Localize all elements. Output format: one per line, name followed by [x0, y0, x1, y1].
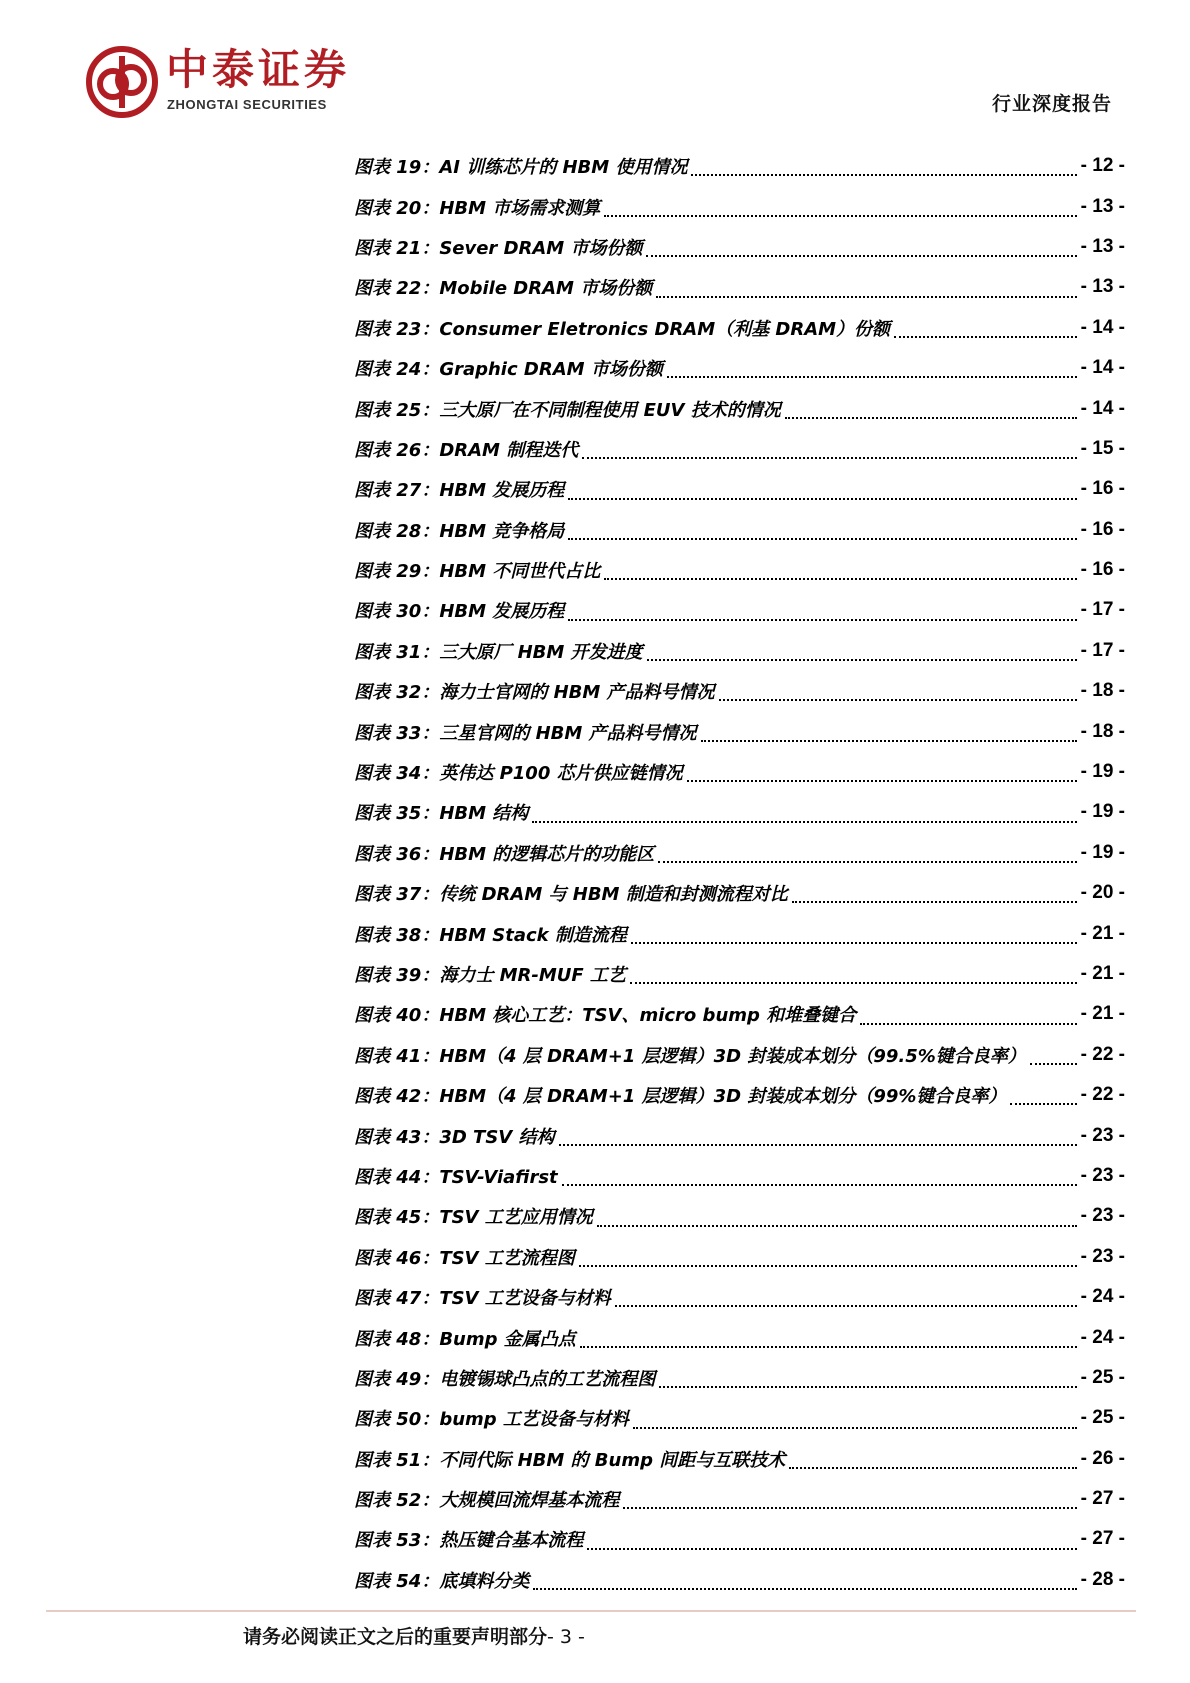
toc-entry-page[interactable]: - 18 - — [1080, 680, 1125, 702]
toc-entry-page[interactable]: - 26 - — [1080, 1447, 1125, 1469]
toc-entry[interactable] — [354, 631, 1125, 671]
toc-entry-page[interactable]: - 28 - — [1080, 1568, 1125, 1590]
toc-entry-page[interactable]: - 14 - — [1080, 316, 1125, 338]
toc-entry-page[interactable]: - 21 - — [1080, 922, 1125, 944]
toc-entry[interactable] — [354, 550, 1125, 590]
toc-dot-leader — [532, 820, 1076, 823]
toc-entry-label[interactable]: 图表 23：Consumer Eletronics DRAM（利基 DRAM）份额 — [354, 318, 891, 340]
toc-dot-leader — [658, 860, 1076, 863]
toc-entry[interactable] — [354, 590, 1125, 630]
toc-entry[interactable] — [354, 792, 1125, 832]
toc-entry-page[interactable]: - 14 - — [1080, 397, 1125, 419]
toc-dot-leader — [568, 497, 1076, 500]
toc-entry[interactable] — [354, 1358, 1125, 1398]
toc-entry-label[interactable]: 图表 29：HBM 不同世代占比 — [354, 561, 601, 583]
toc-entry-label[interactable]: 图表 52：大规模回流焊基本流程 — [354, 1490, 620, 1512]
toc-entry[interactable] — [354, 308, 1125, 348]
toc-entry[interactable] — [354, 429, 1125, 469]
report-type: 行业深度报告 — [991, 93, 1112, 115]
brand-name-en: ZHONGTAI SECURITIES — [167, 97, 327, 112]
toc-entry-label[interactable]: 图表 32：海力士官网的 HBM 产品料号情况 — [354, 682, 715, 704]
toc-entry-page[interactable]: - 21 - — [1080, 1003, 1125, 1025]
toc-entry-page[interactable]: - 24 - — [1080, 1286, 1125, 1308]
toc-entry[interactable] — [354, 1479, 1125, 1519]
toc-entry[interactable] — [354, 267, 1125, 307]
toc-entry-page[interactable]: - 16 - — [1080, 559, 1125, 581]
toc-dot-leader — [568, 618, 1076, 621]
toc-dot-leader — [789, 1466, 1076, 1469]
toc-dot-leader — [580, 1345, 1077, 1348]
toc-dot-leader — [1010, 1102, 1076, 1105]
toc-entry-label[interactable]: 图表 46：TSV 工艺流程图 — [354, 1247, 575, 1269]
toc-dot-leader — [568, 537, 1076, 540]
toc-entry-label[interactable]: 图表 40：HBM 核心工艺：TSV、micro bump 和堆叠键合 — [354, 1005, 857, 1027]
toc-entry-label[interactable]: 图表 51：不同代际 HBM 的 Bump 间距与互联技术 — [354, 1449, 786, 1471]
toc-entry-label[interactable]: 图表 33：三星官网的 HBM 产品料号情况 — [354, 722, 697, 744]
toc-dot-leader — [582, 456, 1076, 459]
toc-dot-leader — [785, 416, 1077, 419]
toc-entry-page[interactable]: - 19 - — [1080, 841, 1125, 863]
toc-dot-leader — [630, 981, 1077, 984]
toc-entry-label[interactable]: 图表 47：TSV 工艺设备与材料 — [354, 1288, 611, 1310]
toc-dot-leader — [860, 1022, 1076, 1025]
toc-entry[interactable] — [354, 469, 1125, 509]
toc-dot-leader — [656, 295, 1076, 298]
toc-entry[interactable] — [354, 913, 1125, 953]
toc-entry[interactable] — [354, 1196, 1125, 1236]
toc-entry[interactable] — [354, 1560, 1125, 1600]
toc-entry[interactable] — [354, 833, 1125, 873]
toc-entry[interactable] — [354, 1317, 1125, 1357]
toc-entry-page[interactable]: - 25 - — [1080, 1366, 1125, 1388]
toc-entry[interactable] — [354, 1156, 1125, 1196]
toc-entry[interactable] — [354, 752, 1125, 792]
toc-entry-label[interactable]: 图表 44：TSV-Viafirst — [354, 1166, 558, 1188]
toc-entry-page[interactable]: - 23 - — [1080, 1124, 1125, 1146]
toc-dot-leader — [633, 1426, 1077, 1429]
toc-entry-page[interactable]: - 17 - — [1080, 599, 1125, 621]
toc-entry[interactable] — [354, 146, 1125, 186]
toc-entry-label[interactable]: 图表 50：bump 工艺设备与材料 — [354, 1409, 629, 1431]
toc-entry-page[interactable]: - 23 - — [1080, 1205, 1125, 1227]
toc-entry-page[interactable]: - 27 - — [1080, 1528, 1125, 1550]
toc-dot-leader — [687, 779, 1077, 782]
toc-entry-page[interactable]: - 13 - — [1080, 195, 1125, 217]
toc-entry[interactable] — [354, 873, 1125, 913]
toc-entry-page[interactable]: - 14 - — [1080, 357, 1125, 379]
table-of-figures — [354, 146, 1125, 1600]
toc-entry[interactable] — [354, 388, 1125, 428]
toc-entry-label[interactable]: 图表 31：三大原厂 HBM 开发进度 — [354, 641, 643, 663]
toc-entry-page[interactable]: - 19 - — [1080, 801, 1125, 823]
toc-dot-leader — [604, 214, 1076, 217]
toc-entry-page[interactable]: - 25 - — [1080, 1407, 1125, 1429]
toc-entry-page[interactable]: - 19 - — [1080, 761, 1125, 783]
toc-entry-page[interactable]: - 21 - — [1080, 963, 1125, 984]
toc-dot-leader — [691, 173, 1076, 176]
toc-dot-leader — [597, 1224, 1077, 1227]
toc-entry-page[interactable]: - 24 - — [1080, 1326, 1125, 1348]
toc-entry-label[interactable]: 图表 20：HBM 市场需求测算 — [354, 197, 601, 219]
footer-page-number: - 3 - — [547, 1626, 585, 1648]
toc-entry-page[interactable]: - 27 - — [1080, 1488, 1125, 1510]
toc-entry-label[interactable]: 图表 22：Mobile DRAM 市场份额 — [354, 278, 653, 300]
toc-dot-leader — [667, 375, 1077, 378]
toc-entry-label[interactable]: 图表 45：TSV 工艺应用情况 — [354, 1207, 593, 1229]
toc-entry-label[interactable]: 图表 53：热压键合基本流程 — [354, 1530, 584, 1552]
toc-dot-leader — [587, 1547, 1076, 1550]
toc-entry-label[interactable]: 图表 35：HBM 结构 — [354, 803, 529, 825]
toc-entry-label[interactable]: 图表 28：HBM 竞争格局 — [354, 520, 565, 542]
toc-entry[interactable] — [354, 510, 1125, 550]
toc-entry-label[interactable]: 图表 39：海力士 MR-MUF 工艺 — [354, 965, 626, 986]
toc-entry-page[interactable]: - 16 - — [1080, 478, 1125, 500]
toc-entry-label[interactable]: 图表 54：底填料分类 — [354, 1570, 530, 1592]
toc-dot-leader — [615, 1304, 1077, 1307]
toc-entry-label[interactable]: 图表 24：Graphic DRAM 市场份额 — [354, 359, 663, 381]
toc-entry-page[interactable]: - 13 - — [1080, 276, 1125, 298]
toc-entry-label[interactable]: 图表 34：英伟达 P100 芯片供应链情况 — [354, 763, 683, 785]
toc-dot-leader — [562, 1183, 1077, 1186]
footer-disclaimer: 请务必阅读正文之后的重要声明部分 — [243, 1626, 548, 1648]
toc-entry-label[interactable]: 图表 30：HBM 发展历程 — [354, 601, 565, 623]
toc-dot-leader — [719, 698, 1077, 701]
toc-entry-label[interactable]: 图表 27：HBM 发展历程 — [354, 480, 565, 502]
toc-entry[interactable] — [354, 1035, 1125, 1075]
toc-entry-label[interactable]: 图表 26：DRAM 制程迭代 — [354, 439, 579, 461]
toc-entry-page[interactable]: - 23 - — [1080, 1245, 1125, 1267]
toc-dot-leader — [894, 335, 1077, 338]
footer — [243, 1622, 585, 1649]
toc-entry-page[interactable]: - 22 - — [1080, 1043, 1125, 1065]
footer-divider — [46, 1610, 1136, 1612]
toc-entry-label[interactable]: 图表 42：HBM（4 层 DRAM+1 层逻辑）3D 封装成本划分（99%键合良率） — [354, 1086, 1007, 1108]
toc-entry-label[interactable]: 图表 38：HBM Stack 制造流程 — [354, 924, 627, 946]
toc-entry-label[interactable]: 图表 43：3D TSV 结构 — [354, 1126, 555, 1148]
toc-dot-leader — [559, 1143, 1077, 1146]
toc-entry[interactable] — [354, 711, 1125, 751]
toc-entry-label[interactable]: 图表 37：传统 DRAM 与 HBM 制造和封测流程对比 — [354, 884, 788, 906]
toc-entry-label[interactable]: 图表 21：Sever DRAM 市场份额 — [354, 237, 643, 259]
toc-entry-label[interactable]: 图表 19：AI 训练芯片的 HBM 使用情况 — [354, 157, 688, 179]
toc-entry[interactable] — [354, 348, 1125, 388]
toc-dot-leader — [604, 577, 1076, 580]
toc-entry[interactable] — [354, 1075, 1125, 1115]
toc-entry-label[interactable]: 图表 49：电镀锡球凸点的工艺流程图 — [354, 1368, 656, 1390]
toc-entry[interactable] — [354, 1519, 1125, 1559]
toc-entry[interactable] — [354, 1277, 1125, 1317]
toc-entry-label[interactable]: 图表 36：HBM 的逻辑芯片的功能区 — [354, 843, 655, 865]
toc-entry[interactable] — [354, 1115, 1125, 1155]
toc-dot-leader — [646, 254, 1076, 257]
toc-entry[interactable] — [354, 671, 1125, 711]
toc-entry-page[interactable]: - 12 - — [1080, 155, 1125, 177]
toc-dot-leader — [647, 658, 1077, 661]
toc-dot-leader — [623, 1506, 1076, 1509]
toc-entry-page[interactable]: - 13 - — [1080, 235, 1125, 257]
toc-entry[interactable] — [354, 994, 1125, 1034]
toc-entry[interactable] — [354, 227, 1125, 267]
brand-name-cn: 中泰证券 — [166, 45, 351, 94]
toc-entry-label[interactable]: 图表 25：三大原厂在不同制程使用 EUV 技术的情况 — [354, 399, 781, 421]
toc-entry-page[interactable]: - 22 - — [1080, 1084, 1125, 1106]
toc-entry[interactable] — [354, 1398, 1125, 1438]
toc-entry-page[interactable]: - 23 - — [1080, 1164, 1125, 1186]
toc-dot-leader — [659, 1385, 1076, 1388]
toc-entry[interactable] — [354, 186, 1125, 226]
toc-dot-leader — [579, 1264, 1077, 1267]
toc-entry[interactable] — [354, 954, 1125, 994]
toc-entry[interactable] — [354, 1439, 1125, 1479]
toc-dot-leader — [533, 1587, 1076, 1590]
zhongtai-logo-icon — [86, 46, 158, 118]
toc-entry-label[interactable]: 图表 41：HBM（4 层 DRAM+1 层逻辑）3D 封装成本划分（99.5%键合良率） — [354, 1045, 1026, 1067]
toc-entry-page[interactable]: - 17 - — [1080, 639, 1125, 661]
toc-entry-page[interactable]: - 18 - — [1080, 720, 1125, 742]
toc-entry-label[interactable]: 图表 48：Bump 金属凸点 — [354, 1328, 576, 1350]
toc-dot-leader — [701, 739, 1077, 742]
toc-entry-page[interactable]: - 15 - — [1080, 437, 1125, 459]
toc-dot-leader — [792, 900, 1077, 903]
toc-entry[interactable] — [354, 1237, 1125, 1277]
toc-dot-leader — [631, 941, 1077, 944]
toc-entry-page[interactable]: - 16 - — [1080, 518, 1125, 540]
toc-dot-leader — [1030, 1062, 1077, 1065]
toc-entry-page[interactable]: - 20 - — [1080, 882, 1125, 904]
